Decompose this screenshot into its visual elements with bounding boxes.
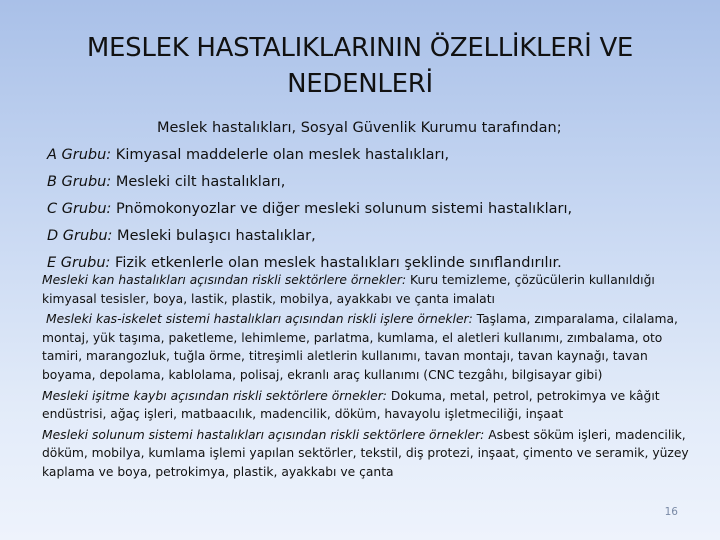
example-text: Taşlama, zımparalama, cilalama, montaj, yük taşıma, paketleme, lehimleme, parlatma, kumlama, el aletleri kullanımı, zımbalama, oto tamiri, marangozluk, tuğla örme, titreşimli aletlerin kullanımı, tavan montajı, tavan kaynağı, tavan boyama, depolama, kablolama, polisaj, ekranlı araç kullanımı (CNC tezgâhı, bilgisayar gibi) [42,312,678,382]
group-text: Mesleki bulaşıcı hastalıklar, [112,228,316,244]
group-name: B Grubu: [47,174,112,190]
page-number: 16 [664,506,678,518]
example-label: Mesleki solunum sistemi hastalıkları açısından riskli sektörlere örnekler: [42,427,485,442]
group-name: A Grubu: [47,147,112,163]
group-line-d [47,223,687,250]
example-hearing-loss [42,387,692,424]
example-label: Mesleki kan hastalıkları açısından riskli sektörlere örnekler: [42,273,407,287]
group-text: Mesleki cilt hastalıkları, [111,174,286,190]
example-text: Kuru temizleme, çözücülerin kullanıldığı kimyasal tesisler, boya, lastik, plastik, mobilya, ayakkabı ve çanta imalatı [42,273,655,306]
example-text: Dokuma, metal, petrol, petrokimya ve kâğıt endüstrisi, ağaç işleri, matbaacılık, madencilik, döküm, havayolu işletmeciliği, inşaat [42,388,660,422]
example-label: Mesleki kas-iskelet sistemi hastalıkları açısından riskli işlere örnekler: [46,312,473,327]
group-name: D Grubu: [47,228,113,244]
group-name: E Grubu: [47,255,111,271]
intro-block [47,115,687,277]
group-name: C Grubu: [47,201,112,217]
group-line-a [47,142,687,169]
example-label: Mesleki işitme kaybı açısından riskli sektörlere örnekler: [42,388,387,403]
example-respiratory [42,426,692,482]
group-text: Pnömokonyozlar ve diğer mesleki solunum sistemi hastalıkları, [111,201,573,217]
example-musculoskeletal [42,310,692,384]
intro-lead: Meslek hastalıkları, Sosyal Güvenlik Kurumu tarafından; [157,120,562,136]
group-text: Kimyasal maddelerle olan meslek hastalıkları, [111,147,450,163]
examples-block [42,271,692,484]
group-line-b [47,169,687,196]
group-line-c [47,196,687,223]
example-text: Asbest söküm işleri, madencilik, döküm, mobilya, kumlama işlemi yapılan sektörler, tekstil, diş protezi, inşaat, çimento ve seramik, yüzey kaplama ve boya, petrokimya, plastik, ayakkabı ve çanta [42,427,689,479]
slide-title: MESLEK HASTALIKLARININ ÖZELLİKLERİ VE NEDENLERİ [86,33,634,99]
example-blood-diseases [42,271,692,308]
group-text: Fizik etkenlerle olan meslek hastalıkları şeklinde sınıflandırılır. [110,255,562,271]
